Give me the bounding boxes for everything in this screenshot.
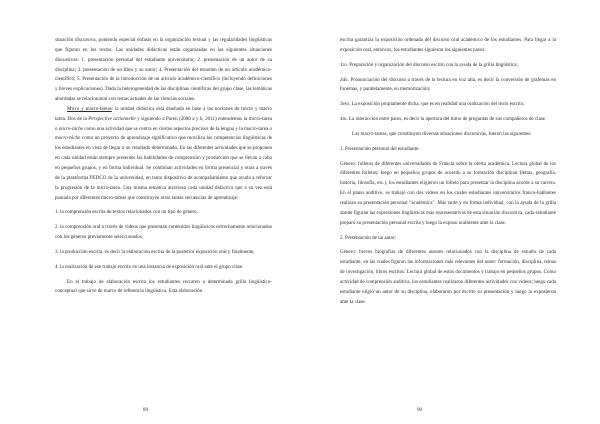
list-item: 4. la oralización de ese trabajo escrito en una instancia de exposición oral ante el grupo clase. <box>55 263 244 270</box>
list-item: 2. la comprensión oral a través de videos que presentan contenidos lingüísticos estrechamente relacionados con los géneros previamente seleccionados, <box>55 224 272 241</box>
step-item: 2do. Pronunciación del discurso a través de la lectura en voz alta, es decir la conversión de grafemas en fonemas, y paralelamente, su memorización; <box>340 76 556 93</box>
page-number: 89 <box>143 408 148 413</box>
section-title: 1. Presentación personal del estudiante: <box>340 145 420 152</box>
closing-paragraph: En el trabajo de elaboración escrita los estudiantes recurren a determinada grilla lingüístico-conceptual que sirve de marco de referencia lingüística. Esta elaboración <box>55 278 272 295</box>
right-page-text <box>340 36 556 307</box>
micro-macro-paragraph <box>55 105 272 203</box>
section-body: Género: folletos de diferentes universidades de Francia sobre la oferta académica. Lectura global de los diferentes folletos; luego en pequeños grupos de acuerdo a su formación disciplinar (letras, geografía, historia, filosofía, etc.), los estudiantes eligieron un folleto para presentar la disciplina acorde a su carrera. En el plano auditivo, se trabajó con dos videos en los cuales estudiantes universitarios franco-hablantes realizan su presentación personal "académica". Más tarde y en forma individual, con la ayuda de la grilla donde figuran las expresiones lingüísticas más representativas de esta situación discursiva, cada estudiante preparó su presentación personal escrita y luego la expuso oralmente ante la clase. <box>340 160 556 226</box>
perspective-actionnelle-term: Perspective actionnelle <box>88 115 136 122</box>
macro-tasks-intro: Las macro-tareas, que constituyen diversas situaciones discursivas, fueron las siguientes: <box>352 130 532 137</box>
step-item: 1ro. Preparación y organización del discurso escrito con la ayuda de la grilla lingüística; <box>340 61 518 68</box>
micro-macro-text-b: y siguiendo a Puren (2006 a y b, 2011) entendemos la micro-tarea o <box>55 115 273 132</box>
page-number: 90 <box>417 408 422 413</box>
list-item: 3. la producción escrita, es decir la elaboración escrita de la posterior exposición oral y finalmente, <box>55 248 255 255</box>
list-item: 1. la comprensión escrita de textos relacionados con un tipo de género, <box>55 209 198 216</box>
section-body: Género: breves biografías de diferentes autores relacionados con la disciplina de estudio de cada estudiante, en las cuales figuran las informaciones más relevantes del autor: formación, disciplina, temas de investigación, libros escritos. Lectura global de estos documentos y trabajo en pequeños grupos. Como actividad de comprensión auditiva, los estudiantes realizaron diferentes actividades con videos; luego cada estudiante eligió un autor de su disciplina, elaboraron por escrito su presentación y luego la expusieron ante la clase. <box>340 249 556 305</box>
left-intro-paragraph: situación discursiva, poniendo especial énfasis en la organización textual y las regularidades lingüísticas que figuran en los textos. Las unidades didácticas están organizadas en las siguientes situaciones discursivas: 1. presentación personal del estudiante universitario; 2. presentación de un autor de su disciplina; 3. presentación de un libro y su autor; 4. Presentación del resumen de un artículo académico-científico; 5. Presentación de la introducción de un artículo académico-científico (incluyendo definiciones y breves explicaciones). Dada la heterogeneidad de las disciplinas científicas del grupo clase, las temáticas abordadas se relacionaron con temas actuales de las ciencias sociales. <box>55 37 272 103</box>
right-intro-paragraph: escrita garantiza la exposición ordenada del discurso oral académico de los estudiantes. Para llegar a la exposición oral, entonces, los estudiantes siguieron los siguientes pasos: <box>340 37 556 53</box>
step-item: 4to. La interacción entre pares, es decir la apertura del turno de preguntas de sus compañeros de clase. <box>340 116 547 123</box>
step-item: 3ero. La exposición propiamente dicha, que es en realidad una oralización del texto escrito; <box>340 101 525 108</box>
section-title: 2. Presentación de un autor: <box>340 234 397 241</box>
micro-macro-text-d: como un proyecto de aprendizaje significativo que moviliza las competencias lingüísticas de los estudiantes en vista de llegar a un resultado determinado. En las diferentes actividades que se proponen en cada unidad están siempre presentes las habilidades de comprensión y producción que se llevan a cabo en pequeños grupos, y en forma individual. Se combinan actividades en forma presencial y otras a través de la plataforma PEDCO de la universidad, en tanto dispositivo de acompañamiento que ayuda a reforzar la progresión de la micro-tarea. Una misma temática atraviesa cada unidad didáctica que a su vez está pautada por diferentes micro-tareas que constituyen otras tantas secuencias de aprendizaje: <box>55 135 272 201</box>
micro-macro-text-c: como una actividad que se centra en ciertos aspectos precisos de la lengua y la macro-tarea o <box>83 125 272 132</box>
micro-macro-text-a: : la unidad didáctica está diseñada en base a las nociones de micro y macro tarea. Dos de la <box>55 105 272 122</box>
right-page <box>300 0 600 424</box>
macro-tache-term: macro-tâche <box>55 135 81 142</box>
micro-macro-heading: Micro y macro-tareas <box>67 105 112 112</box>
left-page-text <box>55 36 272 297</box>
micro-tache-term: micro-tâche <box>58 125 84 132</box>
